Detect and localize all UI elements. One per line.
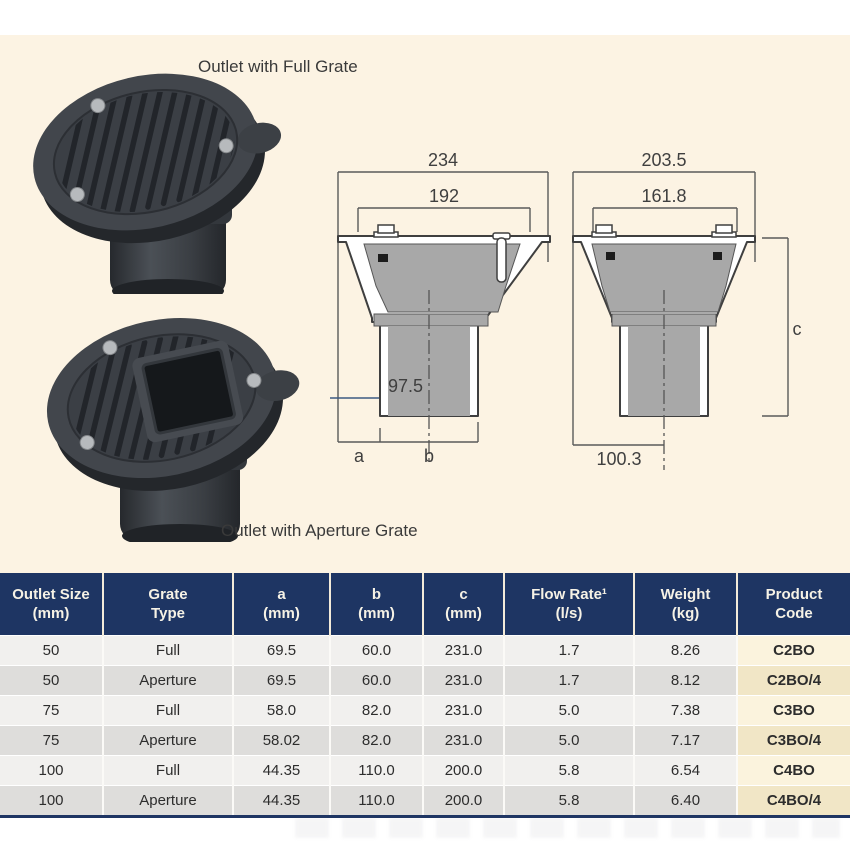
dim-label-a: a: [353, 446, 365, 466]
dim-97-5: 97.5: [387, 376, 423, 396]
table-cell: 5.0: [504, 696, 634, 726]
dim-grate-side: 161.8: [641, 186, 687, 206]
table-cell: Full: [103, 756, 233, 786]
table-cell: 50: [0, 666, 103, 696]
table-cell: 1.7: [504, 666, 634, 696]
aperture-hole: [142, 349, 235, 434]
table-cell: 69.5: [233, 666, 330, 696]
front-view-outlet: [338, 225, 550, 462]
table-cell: 231.0: [423, 636, 504, 666]
photo-full-grate-outlet: [18, 46, 286, 294]
spec-table-wrap: [0, 573, 850, 818]
table-cell: Aperture: [103, 666, 233, 696]
table-cell: Full: [103, 636, 233, 666]
product-code-cell: C4BO/4: [737, 786, 850, 817]
table-cell: 1.7: [504, 636, 634, 666]
photo-aperture-grate-outlet: [10, 290, 310, 542]
aperture-grate-plate: [32, 293, 310, 512]
table-cell: 82.0: [330, 726, 423, 756]
table-cell: 100: [0, 756, 103, 786]
product-code-cell: C2BO/4: [737, 666, 850, 696]
col-c: c (mm): [423, 573, 504, 636]
header-row: [0, 573, 850, 636]
table-cell: Aperture: [103, 726, 233, 756]
col-outlet-size: Outlet Size (mm): [0, 573, 103, 636]
product-code-cell: C2BO: [737, 636, 850, 666]
table-cell: 8.12: [634, 666, 737, 696]
table-cell: Full: [103, 696, 233, 726]
table-cell: 8.26: [634, 636, 737, 666]
spec-table: [0, 573, 850, 818]
table-cell: 200.0: [423, 756, 504, 786]
table-row: [0, 696, 850, 726]
table-cell: 75: [0, 696, 103, 726]
table-cell: 5.8: [504, 786, 634, 817]
table-row: [0, 726, 850, 756]
technical-drawing: [330, 140, 850, 480]
col-grate-type: Grate Type: [103, 573, 233, 636]
table-cell: 110.0: [330, 786, 423, 817]
caption-full-grate: Outlet with Full Grate: [198, 57, 358, 76]
table-cell: 69.5: [233, 636, 330, 666]
table-cell: 110.0: [330, 756, 423, 786]
col-product-code: Product Code: [737, 573, 850, 636]
dim-overall-front: 234: [427, 150, 459, 170]
table-cell: 100: [0, 786, 103, 817]
table-cell: 82.0: [330, 696, 423, 726]
product-code-cell: C3BO: [737, 696, 850, 726]
table-cell: 5.0: [504, 726, 634, 756]
table-cell: Aperture: [103, 786, 233, 817]
table-cell: 44.35: [233, 786, 330, 817]
dim-label-c: c: [792, 319, 802, 339]
table-cell: 50: [0, 636, 103, 666]
table-cell: 75: [0, 726, 103, 756]
col-b: b (mm): [330, 573, 423, 636]
table-cell: 58.02: [233, 726, 330, 756]
table-cell: 231.0: [423, 666, 504, 696]
dim-100-3: 100.3: [596, 449, 642, 469]
dim-grate-front: 192: [428, 186, 460, 206]
col-flow-rate: Flow Rate¹ (l/s): [504, 573, 634, 636]
product-code-cell: C3BO/4: [737, 726, 850, 756]
table-cell: 7.38: [634, 696, 737, 726]
table-cell: 44.35: [233, 756, 330, 786]
product-code-cell: C4BO: [737, 756, 850, 786]
table-cell: 58.0: [233, 696, 330, 726]
table-cell: 200.0: [423, 786, 504, 817]
faint-watermark: [295, 818, 840, 838]
table-row: [0, 756, 850, 786]
full-grate-plate: [18, 47, 286, 265]
dim-label-b: b: [423, 446, 435, 466]
table-cell: 6.40: [634, 786, 737, 817]
table-cell: 7.17: [634, 726, 737, 756]
side-view-outlet: [573, 225, 755, 470]
table-cell: 60.0: [330, 636, 423, 666]
table-cell: 231.0: [423, 726, 504, 756]
table-cell: 231.0: [423, 696, 504, 726]
table-cell: 6.54: [634, 756, 737, 786]
dim-overall-side: 203.5: [641, 150, 687, 170]
col-a: a (mm): [233, 573, 330, 636]
table-row: [0, 786, 850, 817]
caption-aperture-grate: Outlet with Aperture Grate: [221, 521, 418, 540]
table-cell: 5.8: [504, 756, 634, 786]
table-cell: 60.0: [330, 666, 423, 696]
table-row: [0, 636, 850, 666]
col-weight: Weight (kg): [634, 573, 737, 636]
table-row: [0, 666, 850, 696]
